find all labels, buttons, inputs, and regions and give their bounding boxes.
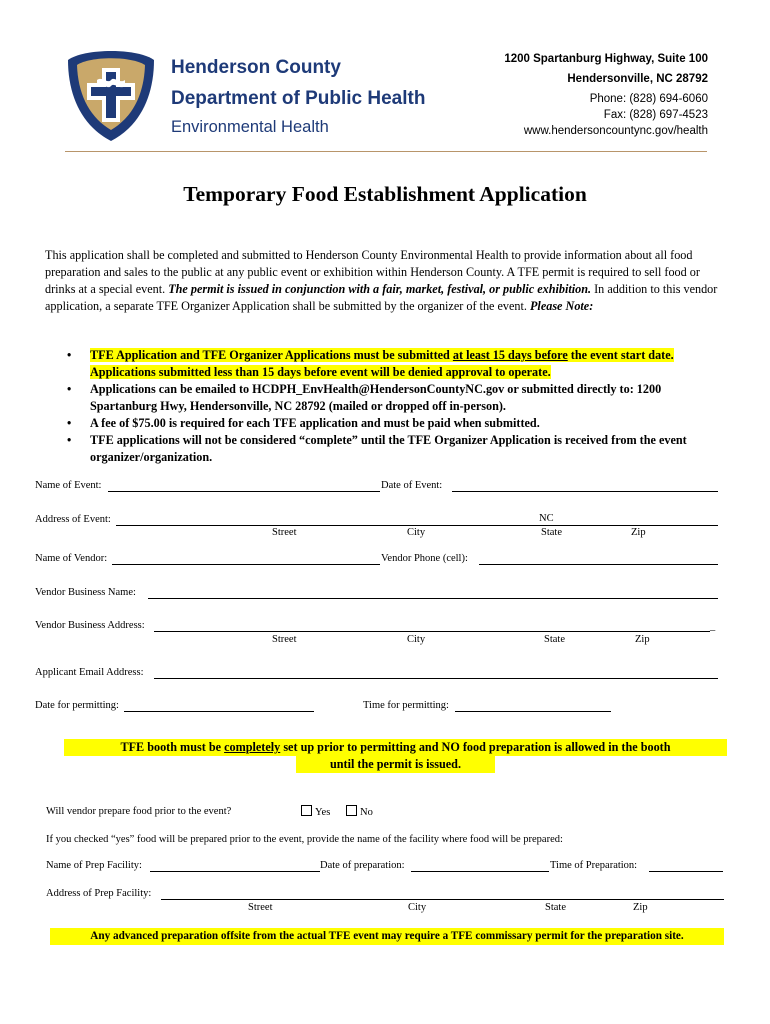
date-for-permitting-field[interactable] [124,711,314,712]
booth-notice-line1: TFE booth must be completely set up prior to permitting and NO food preparation is allowed in the booth [64,739,727,756]
zip-caption: Zip [631,527,646,538]
prep-instruction: If you checked “yes” food will be prepared prior to the event, provide the name of the facility where food will be prepared: [46,834,563,845]
street-caption: Street [272,527,297,538]
city-caption: City [407,527,426,538]
zip-caption: Zip [633,902,648,913]
prep-facility-address-field[interactable] [161,899,724,900]
phone-number: Phone: (828) 694-6060 [589,93,708,105]
booth-notice-line2: until the permit is issued. [296,756,495,773]
please-note: Please Note: [529,299,594,313]
bullet-icon: • [67,382,72,396]
bullet-icon: • [67,348,72,362]
checkbox-icon[interactable] [301,805,312,816]
intro-paragraph [45,247,725,315]
list-item [45,432,725,466]
name-of-event-label: Name of Event: [35,480,102,491]
trailing-mark: _ [710,621,716,632]
bullet-icon: • [67,416,72,430]
vendor-business-address-label: Vendor Business Address: [35,620,145,631]
name-of-event-field[interactable] [108,491,380,492]
vendor-business-name-field[interactable] [148,598,718,599]
org-name-line1: Henderson County [171,57,341,78]
page-title: Temporary Food Establishment Application [183,182,587,206]
vendor-business-address-field[interactable] [154,631,710,632]
name-of-vendor-field[interactable] [112,564,380,565]
yes-checkbox[interactable]: Yes [301,805,330,818]
address-of-event-label: Address of Event: [35,514,111,525]
vendor-phone-field[interactable] [479,564,718,565]
intro-text-1: This application shall be completed and submitted to Henderson County Environmental Health to provide information about all food preparation and sales to the public at any public event or exhibition within Henderson County. A TFE permit is required to sell food or drinks at a special event. [45,248,700,296]
time-of-prep-field[interactable] [649,871,723,872]
time-of-prep-label: Time of Preparation: [550,860,638,871]
prep-facility-address-label: Address of Prep Facility: [46,888,152,899]
logo [62,44,160,144]
date-of-event-field[interactable] [452,491,718,492]
city-caption: City [407,634,426,645]
state-value: NC [539,513,554,524]
date-of-prep-field[interactable] [411,871,549,872]
time-for-permitting-field[interactable] [455,711,611,712]
applicant-email-label: Applicant Email Address: [35,667,144,678]
intro-emphasis: The permit is issued in conjunction with a fair, market, festival, or public exhibition. [168,282,592,296]
note-3: A fee of $75.00 is required for each TFE application and must be paid when submitted. [90,416,540,430]
notes-list [45,347,725,466]
time-for-permitting-label: Time for permitting: [363,700,449,711]
address-line2: Hendersonville, NC 28792 [567,73,708,85]
list-item [45,347,725,381]
date-of-prep-label: Date of preparation: [320,860,405,871]
state-caption: State [541,527,562,538]
org-name-line3: Environmental Health [171,118,329,136]
vendor-phone-label: Vendor Phone (cell): [381,553,468,564]
prep-facility-name-label: Name of Prep Facility: [46,860,142,871]
address-of-event-field[interactable] [116,525,718,526]
applicant-email-field[interactable] [154,678,718,679]
intro-text-2: In addition to this vendor application, a separate TFE Organizer Application shall be submitted by the organizer of the event. [45,282,718,313]
note-2: Applications can be emailed to HCDPH_EnvHealth@HendersonCountyNC.gov or submitted directly to: 1200 Spartanburg Hwy, Hendersonville, NC 28792 (mailed or dropped off in-person). [90,382,662,413]
list-item [45,415,725,432]
street-caption: Street [272,634,297,645]
footer-notice: Any advanced preparation offsite from the actual TFE event may require a TFE commissary permit for the preparation site. [50,928,724,945]
state-caption: State [545,902,566,913]
address-line1: 1200 Spartanburg Highway, Suite 100 [504,53,708,65]
street-caption: Street [248,902,273,913]
checkbox-icon[interactable] [346,805,357,816]
prep-facility-name-field[interactable] [150,871,320,872]
list-item [45,381,725,415]
date-of-event-label: Date of Event: [381,480,443,491]
state-caption: State [544,634,565,645]
website-link[interactable]: www.hendersoncountync.gov/health [523,125,708,137]
fax-number: Fax: (828) 697-4523 [603,109,708,121]
shield-cross-icon [62,44,160,144]
vendor-business-name-label: Vendor Business Name: [35,587,136,598]
bullet-icon: • [67,433,72,447]
prep-question: Will vendor prepare food prior to the event? [46,806,232,817]
note-1: TFE Application and TFE Organizer Applications must be submitted at least 15 days before the event start date. Applications submitted less than 15 days before event will be denied approval to operate. [90,348,674,379]
city-caption: City [408,902,427,913]
note-4: TFE applications will not be considered “complete” until the TFE Organizer Application is received from the event organizer/organization. [90,433,687,464]
name-of-vendor-label: Name of Vendor: [35,553,108,564]
org-name-line2: Department of Public Health [171,88,426,109]
zip-caption: Zip [635,634,650,645]
no-checkbox[interactable]: No [346,805,373,818]
date-for-permitting-label: Date for permitting: [35,700,119,711]
header-divider [65,151,707,152]
